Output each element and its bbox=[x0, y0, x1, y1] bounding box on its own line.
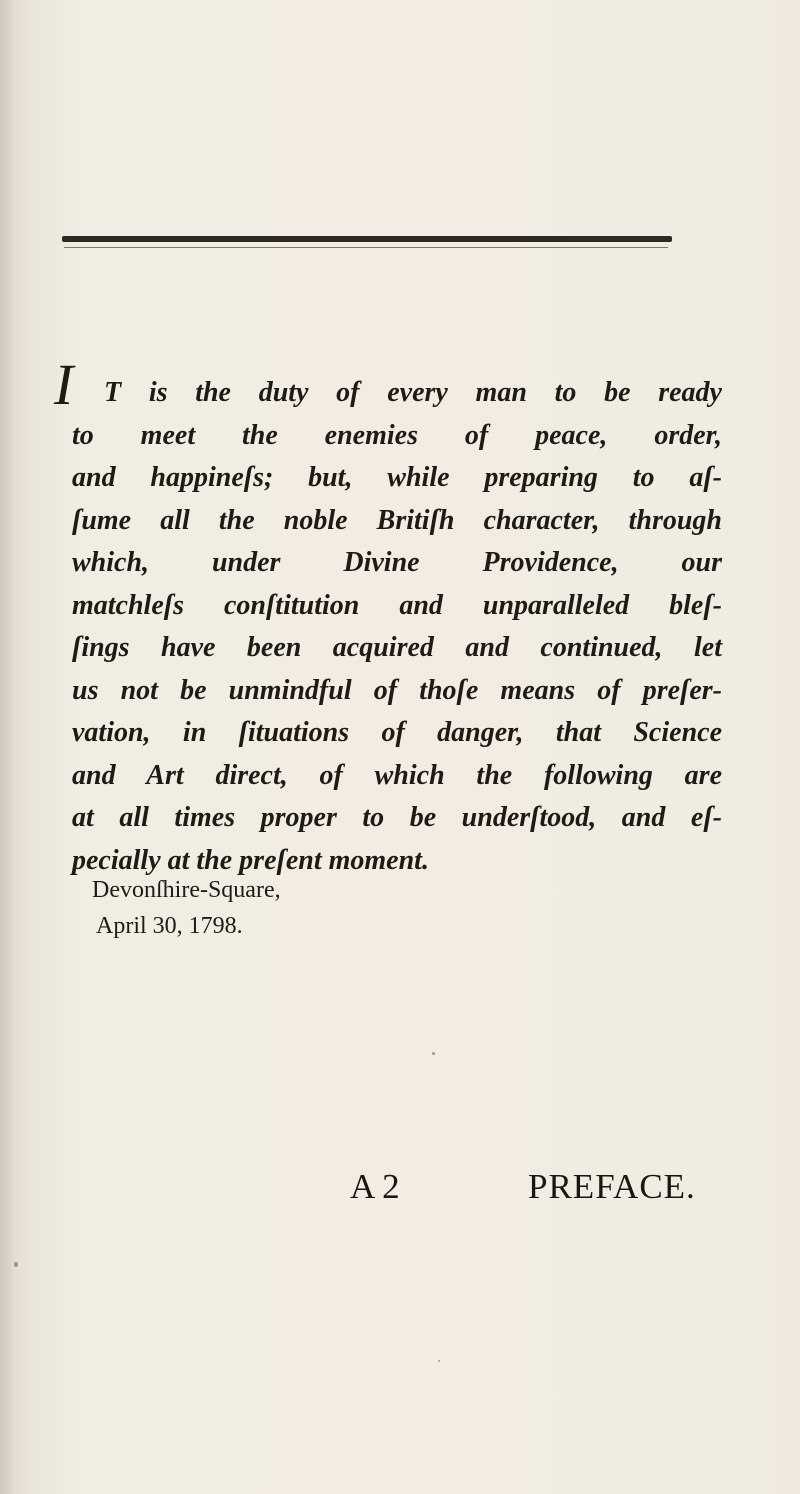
preface-paragraph bbox=[72, 372, 722, 882]
signature-mark: A 2 bbox=[350, 1167, 400, 1206]
paper-speck bbox=[432, 1052, 435, 1055]
address-line: Devonſhire-Square, bbox=[92, 877, 281, 903]
text-line: at all times proper to be underſtood, and eſ- bbox=[72, 802, 722, 833]
text-line: us not be unmindful of thoſe means of preſer- bbox=[72, 674, 722, 706]
text-line: and happineſs; but, while preparing to aſ- bbox=[72, 462, 722, 493]
paper-speck bbox=[438, 1360, 440, 1362]
drop-cap: I bbox=[54, 352, 74, 417]
binding-shadow bbox=[0, 0, 14, 1494]
text-line: matchleſs conſtitution and unparalleled bleſ- bbox=[72, 589, 722, 621]
text-line: ſings have been acquired and continued, let bbox=[72, 632, 722, 663]
text-line: to meet the enemies of peace, order, bbox=[72, 419, 722, 451]
dateline bbox=[92, 872, 281, 944]
header-rule-thick bbox=[62, 236, 672, 242]
text-line: which, under Divine Providence, our bbox=[72, 547, 722, 578]
text-line: vation, in ſituations of danger, that Science bbox=[72, 717, 722, 748]
text-line: T is the duty of every man to be ready bbox=[104, 377, 722, 408]
text-line: and Art direct, of which the following are bbox=[72, 759, 722, 791]
text-line: pecially at the preſent moment. bbox=[72, 844, 429, 876]
text-line: ſume all the noble Britiſh character, through bbox=[72, 504, 722, 536]
date-line: April 30, 1798. bbox=[96, 913, 243, 939]
catchword: PREFACE. bbox=[528, 1167, 696, 1206]
header-rule-thin bbox=[64, 247, 668, 248]
paper-speck bbox=[14, 1262, 18, 1267]
